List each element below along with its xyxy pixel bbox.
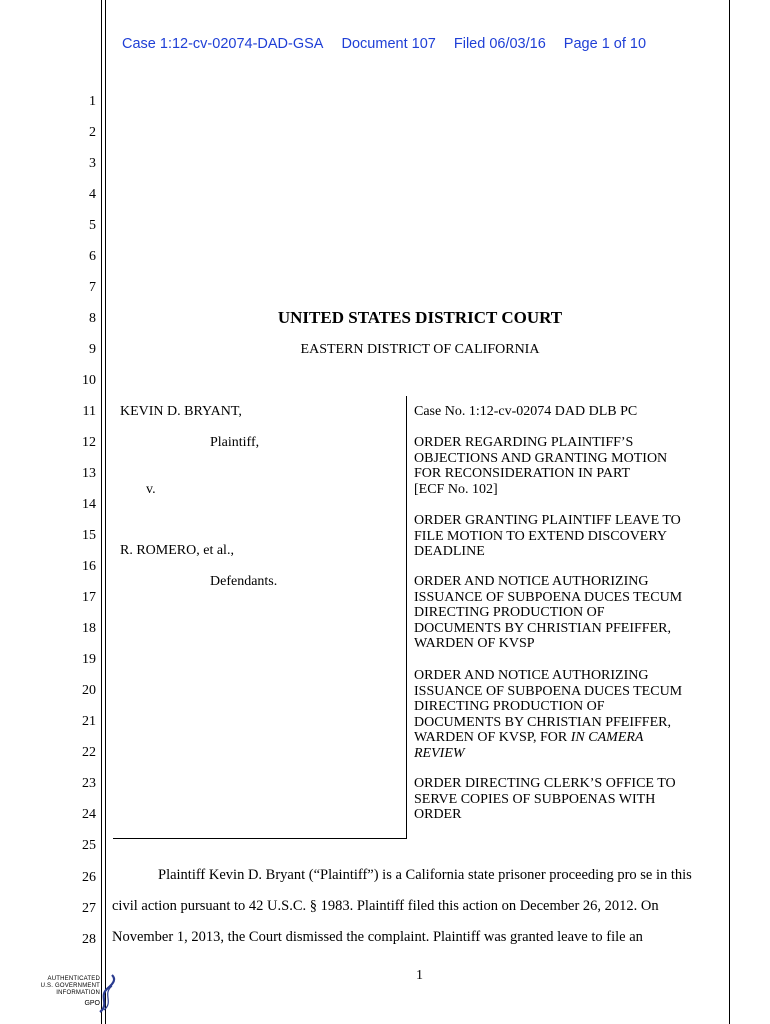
plaintiff-name: KEVIN D. BRYANT, [120, 404, 242, 419]
line-number: 21 [82, 714, 96, 729]
order-line: ORDER DIRECTING CLERK’S OFFICE TO [414, 776, 676, 791]
defendant-role: Defendants. [210, 574, 278, 589]
page-number: 1 [416, 968, 423, 983]
plaintiff-role: Plaintiff, [210, 435, 260, 450]
order-line-italic: REVIEW [414, 745, 465, 761]
line-number: 9 [89, 342, 96, 357]
versus: v. [146, 482, 156, 497]
order-line: ORDER GRANTING PLAINTIFF LEAVE TO [414, 513, 681, 528]
line-number: 1 [89, 94, 96, 109]
body-line-28: November 1, 2013, the Court dismissed the complaint. Plaintiff was granted leave to file an [112, 929, 643, 945]
gpo-seal-text [41, 976, 100, 997]
line-number: 11 [82, 404, 96, 419]
gpo-eagle-icon [96, 974, 120, 1014]
header-page-count: Page 1 of 10 [563, 36, 647, 52]
order-block-2 [414, 513, 681, 560]
order-block-4 [414, 668, 682, 761]
caption-box-right-border [406, 396, 407, 838]
order-line: ORDER AND NOTICE AUTHORIZING [414, 574, 649, 589]
gpo-seal-line: INFORMATION [56, 990, 100, 996]
line-number: 13 [82, 466, 96, 481]
gpo-seal [40, 974, 120, 1014]
gpo-seal-word: GPO [84, 1000, 100, 1007]
line-number: 4 [89, 187, 96, 202]
line-number: 25 [82, 838, 96, 853]
order-line: DIRECTING PRODUCTION OF [414, 605, 605, 620]
line-number: 18 [82, 621, 96, 636]
line-number: 26 [82, 870, 96, 885]
defendant-name: R. ROMERO, et al., [120, 543, 234, 558]
header-case-number: Case 1:12-cv-02074-DAD-GSA [122, 36, 324, 52]
line-number: 22 [82, 745, 96, 760]
order-line-in-camera [414, 730, 682, 746]
case-number: Case No. 1:12-cv-02074 DAD DLB PC [414, 404, 638, 419]
line-number: 7 [89, 280, 96, 295]
line-number: 14 [82, 497, 96, 512]
order-line: ISSUANCE OF SUBPOENA DUCES TECUM [414, 683, 683, 699]
line-number: 24 [82, 807, 96, 822]
order-line: DEADLINE [414, 544, 485, 559]
order-line: OBJECTIONS AND GRANTING MOTION [414, 450, 668, 466]
header-document-number: Document 107 [341, 36, 436, 52]
line-number: 8 [89, 311, 96, 326]
order-block-5 [414, 776, 676, 823]
order-block-1 [414, 435, 667, 497]
left-margin-rule-2 [105, 0, 106, 1024]
line-number: 6 [89, 249, 96, 264]
court-title: UNITED STATES DISTRICT COURT [277, 308, 563, 327]
order-line: WARDEN OF KVSP [414, 636, 535, 651]
order-line: DIRECTING PRODUCTION OF [414, 699, 605, 714]
order-line: ORDER [414, 807, 462, 822]
line-number: 15 [82, 528, 96, 543]
line-number: 3 [89, 156, 96, 171]
left-margin-rule-1 [101, 0, 102, 1024]
body-line-27: civil action pursuant to 42 U.S.C. § 1983. Plaintiff filed this action on December 26, 2012. On [112, 898, 659, 914]
header-filed-date: Filed 06/03/16 [453, 36, 546, 52]
body-line-26: Plaintiff Kevin D. Bryant (“Plaintiff”) is a California state prisoner proceeding pro se in this [158, 867, 692, 883]
order-line: FILE MOTION TO EXTEND DISCOVERY [414, 528, 668, 544]
line-number: 2 [89, 125, 96, 140]
ecf-header [122, 36, 660, 52]
court-district: EASTERN DISTRICT OF CALIFORNIA [300, 342, 540, 357]
order-line-review [414, 746, 682, 762]
order-line: SERVE COPIES OF SUBPOENAS WITH [414, 791, 656, 807]
order-line: [ECF No. 102] [414, 481, 498, 497]
line-number: 5 [89, 218, 96, 233]
line-number: 28 [82, 932, 96, 947]
line-number: 27 [82, 901, 96, 916]
order-line: ISSUANCE OF SUBPOENA DUCES TECUM [414, 589, 683, 605]
line-number: 23 [82, 776, 96, 791]
order-line: DOCUMENTS BY CHRISTIAN PFEIFFER, [414, 714, 671, 730]
order-line-italic: IN CAMERA [570, 730, 644, 745]
line-number: 20 [82, 683, 96, 698]
order-line: DOCUMENTS BY CHRISTIAN PFEIFFER, [414, 620, 671, 636]
line-number: 17 [82, 590, 96, 605]
order-line: ORDER REGARDING PLAINTIFF’S [414, 435, 634, 450]
order-line: FOR RECONSIDERATION IN PART [414, 466, 631, 481]
line-number: 12 [82, 435, 96, 450]
gpo-seal-line: AUTHENTICATED [47, 976, 100, 982]
right-margin-rule [729, 0, 730, 1024]
line-number: 19 [82, 652, 96, 667]
order-line-prefix: WARDEN OF KVSP, FOR [414, 730, 571, 745]
gpo-seal-line: U.S. GOVERNMENT [40, 983, 100, 989]
caption-box-bottom-border [113, 838, 407, 839]
line-number: 10 [82, 373, 96, 388]
order-block-3 [414, 574, 682, 652]
line-number: 16 [82, 559, 96, 574]
order-line: ORDER AND NOTICE AUTHORIZING [414, 668, 649, 683]
